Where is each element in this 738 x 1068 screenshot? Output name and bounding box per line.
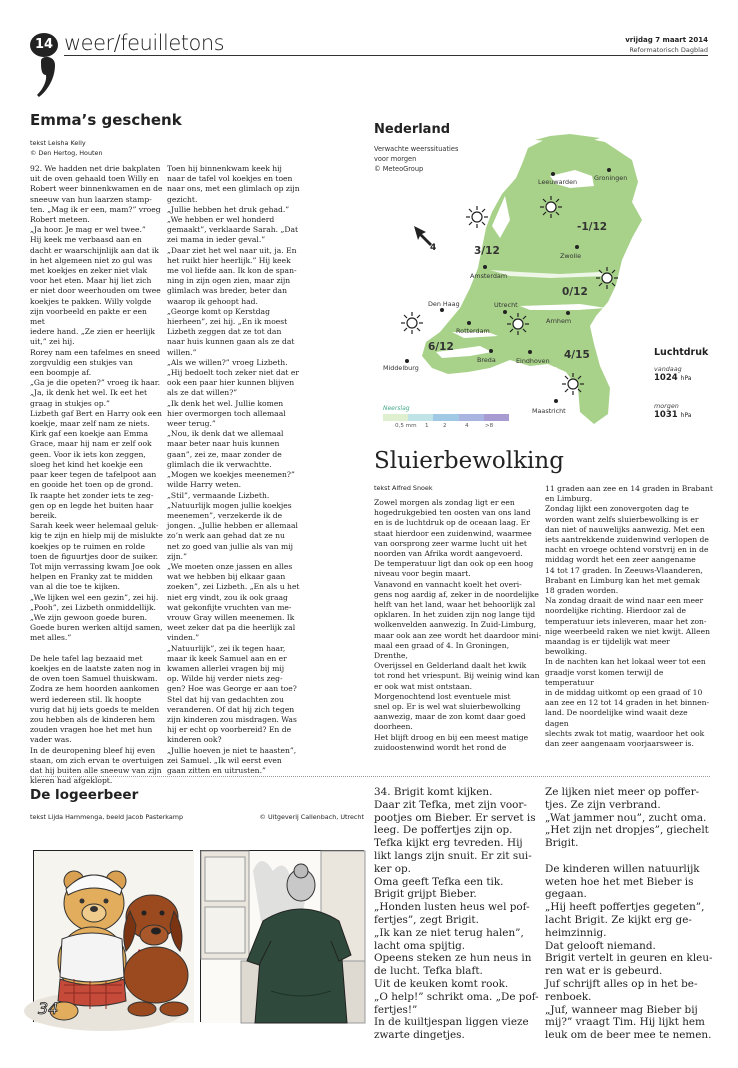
precip-tick: 0,5 mm bbox=[395, 423, 417, 429]
temp-southwest: 6/12 bbox=[428, 341, 454, 353]
sun-icon bbox=[540, 196, 562, 218]
city-arnhem: Arnhem bbox=[546, 317, 572, 325]
comic-title: De logeerbeer bbox=[30, 787, 139, 803]
city-dot-eindhoven bbox=[528, 350, 532, 354]
weather-article-column-2: 11 graden aan zee en 14 graden in Brabant en Limburg. Zondag lijkt een zonovergoten dag te worden want zelfs sluierbewolking is er dan niet of nauwelijks aanwezig. Met een iets aantrekkende zuidenwind verlopen de nacht en vroege ochtend vorstvrij en in de middag wordt het een zeer aangename 14 tot 17 graden. In Zeeuws-Vlaanderen, Brabant en Limburg kan het met gemak 18 graden worden. Na zondag draait de wind naar een meer noordelijke richting. Hierdoor zal de temperatuur iets inleveren, maar het zon- nige weerbeeld raken we niet kwijt. Alleen maandag is er tijdelijk wat meer bewolking. In de nachten kan het lokaal weer tot een graadje vorst komen terwijl de temperatuur in de middag uitkomt op een graad of 10 aan zee en 12 tot 14 graden in het binnen- land. De noordelijke wind waait deze dagen slechts zwak tot matig, waardoor het ook dan zeer aangenaam voorjaarsweer is. bbox=[545, 484, 713, 749]
feuilleton-title: Emma’s geschenk bbox=[30, 111, 182, 129]
city-leeuwarden: Leeuwarden bbox=[538, 178, 578, 186]
precip-tick: 4 bbox=[465, 423, 469, 429]
city-maastricht: Maastricht bbox=[532, 407, 566, 415]
comic-credit-right: © Uitgeverij Callenbach, Utrecht bbox=[259, 813, 364, 821]
precip-tick: 1 bbox=[425, 423, 429, 429]
precip-swatch-4 bbox=[459, 414, 484, 421]
pressure-tomorrow-unit: hPa bbox=[680, 412, 692, 419]
city-dot-denhaag bbox=[440, 308, 444, 312]
page-number: 14 bbox=[34, 37, 54, 52]
weather-article-column-1: Zowel morgen als zondag ligt er een hogedrukgebied ten oosten van ons land en is de luchtdruk op de oceaan laag. Er staat hierdoor een zuidenwind, waarmee van oorsprong zeer warme lucht uit het noorden van Afrika wordt aangevoerd. De temperatuur ligt dan ook op een hoog niveau voor begin maart. Vanavond en vannacht koelt het overi- gens nog aardig af, zeker in de noordelijke helft van het land, waar het behoorlijk zal opklaren. In het zuiden zijn nog lange tijd wolkenvelden aanwezig. In Zuid-Limburg, maar ook aan zee wordt het daardoor mini- maal een graad of 4. In Groningen, Drenthe, Overijssel en Gelderland daalt het kwik tot rond het vriespunt. Bij weinig wind kan er ook wat mist ontstaan. Morgenochtend lost eventuele mist snel op. Er is wel wat sluierbewolking aanwezig, maar de zon komt daar goed doorheen. Het blijft droog en bij een meest matige zuidoostenwind wordt het rond de bbox=[374, 498, 542, 752]
city-dot-leeuwarden bbox=[551, 172, 555, 176]
temp-south: 4/15 bbox=[564, 349, 590, 361]
comic-panel-kitchen bbox=[200, 850, 364, 1022]
bear-and-dog-illustration bbox=[34, 851, 194, 1023]
weather-region-title: Nederland bbox=[374, 122, 451, 137]
precip-scale bbox=[383, 414, 509, 421]
page-header bbox=[0, 0, 738, 60]
feuilleton-column-2: Toen hij binnenkwam keek hij naar de tafel vol koekjes en toen naar ons, met een glimlach op zijn gezicht. „Jullie hebben het druk gehad.” „We hebben er wel honderd gemaakt”, verklaarde Sarah. „Dat zei mama in ieder geval.” „Daar ziet het wel naar uit, ja. En het ruikt hier heerlijk.” Hij keek me vol liefde aan. Ik kon de span- ning in zijn ogen zien, maar zijn glimlach was breder, beter dan waarop ik gehoopt had. „George komt op Kerstdag hierheen”, zei hij. „En ik moest Lizbeth zeggen dat ze tot dan naar huis kunnen gaan als ze dat willen.” „Als we willen?” vroeg Lizbeth. „Hij bedoelt toch zeker niet dat er ook een paar hier kunnen blijven als ze dat willen?” „Ik denk het wel. Jullie komen hier overmorgen toch allemaal weer terug.” „Nou, ik denk dat we allemaal maar beter naar huis kunnen gaan”, zei ze, maar zonder de glimlach die ik verwachtte. „Mogen we koekjes meenemen?” wilde Harry weten. „Stil”, vermaande Lizbeth. „Natuurlijk mogen jullie koekjes meenemen”, verzekerde ik de jongen. „Jullie hebben er allemaal zo’n werk aan gehad dat ze nu net zo goed van jullie als van mij zijn.” „We moeten onze jassen en alles wat we hebben bij elkaar gaan zoeken”, zei Lizbeth. „En als u het niet erg vindt, zou ik ook graag wat gekonfijte vruchten van me- vrouw Gray willen meenemen. Ik weet zeker dat pa die heerlijk zal vinden.” „Natuurlijk”, zei ik tegen haar, maar ik keek Samuel aan en er kwamen allerlei vragen bij mij op. Wilde hij verder niets zeg- gen? Hoe was George er aan toe? Stel dat hij van gedachten zou veranderen. Of dat hij zich tegen zijn kinderen zou misdragen. Was hij er echt op voorbereid? En de kinderen ook? „Jullie hoeven je niet te haasten”, zei Samuel. „Ik wil eerst even gaan zitten en uitrusten.” bbox=[167, 164, 300, 775]
issue-date: vrijdag 7 maart 2014 bbox=[625, 36, 708, 44]
city-middelburg: Middelburg bbox=[383, 364, 419, 372]
precip-swatch-1 bbox=[383, 414, 408, 421]
city-groningen: Groningen bbox=[594, 174, 628, 182]
sun-icon bbox=[507, 313, 529, 335]
precip-swatch-5 bbox=[484, 414, 509, 421]
city-dot-maastricht bbox=[554, 399, 558, 403]
comic-story-column-2: Ze lijken niet meer op poffer- tjes. Ze zijn verbrand. „Wat jammer nou”, zucht oma. „Het zijn net dropjes”, giechelt Brigit. De kinderen willen natuurlijk weten hoe het met Bieber is gegaan. „Hij heeft poffertjes gegeten”, lacht Brigit. Ze kijkt erg ge- heimzinnig. Dat gelooft niemand. Brigit vertelt in geuren en kleu- ren wat er is gebeurd. Juf schrijft alles op in het be- renboek. „Juf, wanneer mag Bieber bij mij?” vraagt Tim. Hij lijkt hem leuk om de beer mee te nemen. bbox=[545, 786, 713, 1042]
sun-icon bbox=[466, 206, 488, 228]
pressure-today bbox=[654, 373, 691, 383]
pressure-today-label: vandaag bbox=[654, 365, 682, 373]
temp-north: -1/12 bbox=[577, 221, 608, 233]
city-breda: Breda bbox=[477, 356, 496, 364]
sun-icon bbox=[562, 373, 584, 395]
temp-west: 3/12 bbox=[474, 245, 500, 257]
city-rotterdam: Rotterdam bbox=[456, 327, 490, 335]
pressure-tomorrow bbox=[654, 410, 691, 420]
comic-panel-number: 34 bbox=[38, 999, 59, 1018]
wind-speed: 4 bbox=[430, 243, 437, 253]
city-amsterdam: Amsterdam bbox=[470, 272, 508, 280]
comic-credit-left: tekst Lijda Hammenga, beeld Jacob Pasterkamp bbox=[30, 813, 184, 821]
paper-name: Reformatorisch Dagblad bbox=[629, 46, 708, 54]
city-dot-rotterdam bbox=[467, 321, 471, 325]
precip-swatch-3 bbox=[433, 414, 458, 421]
comma-ornament bbox=[37, 55, 59, 99]
sun-icon bbox=[401, 312, 423, 334]
precip-swatch-2 bbox=[408, 414, 433, 421]
city-dot-breda bbox=[489, 349, 493, 353]
city-dot-middelburg bbox=[405, 359, 409, 363]
precip-label: Neerslag bbox=[383, 405, 410, 412]
pressure-tomorrow-value: 1031 bbox=[654, 410, 678, 420]
city-utrecht: Utrecht bbox=[494, 301, 518, 309]
city-dot-arnhem bbox=[566, 311, 570, 315]
weather-subtitle-2: voor morgen bbox=[374, 155, 417, 163]
precip-tick: 2 bbox=[443, 423, 447, 429]
weather-article-author: tekst Alfred Snoek bbox=[374, 484, 433, 492]
weather-copyright: © MeteoGroup bbox=[374, 165, 424, 173]
temp-east: 0/12 bbox=[562, 286, 588, 298]
weather-subtitle-1: Verwachte weerssituaties bbox=[374, 145, 459, 153]
kitchen-illustration bbox=[201, 851, 365, 1023]
city-denhaag: Den Haag bbox=[428, 300, 460, 308]
feuilleton-column-1: 92. We hadden net drie bakplaten uit de oven gehaald toen Willy en Robert weer binnenkwamen en de sneeuw van hun laarzen stamp- ten. „Mag ik er een, mam?” vroeg Robert meteen. „Ja hoor. Je mag er wel twee.” Hij keek me verbaasd aan en dacht er waarschijnlijk aan dat ik in het algemeen niet zo gul was met koekjes en zeker niet vlak voor het eten. Maar hij liet zich er niet door weerhouden om twee koekjes te pakken. Willy volgde zijn voorbeeld en pakte er een met iedere hand. „Ze zien er heerlijk uit,” zei hij. Rorey nam een tafelmes en sneed zorgvuldig een stukjes van een boompje af. „Ga je die opeten?” vroeg ik haar. „Ja, ik denk het wel. Ik eet het graag in stukjes op.” Lizbeth gaf Bert en Harry ook een koekje, maar zelf nam ze niets. Kirk gaf een koekje aan Emma Grace, maar hij nam er zelf ook geen. Voor ik iets kon zeggen, sloeg het kind het koekje een paar keer tegen de tafelpoot aan en gooide het toen op de grond. Ik raapte het zonder iets te zeg- gen op en legde het buiten haar bereik. Sarah keek weer helemaal geluk- kig te zijn en hielp mij de mislukte koekjes op te ruimen en rolde toen de figuurtjes door de suiker. Tot mijn verrassing kwam Joe ook helpen en Franky zat te midden van al die toe te kijken. „We lijken wel een gezin”, zei hij. „Pooh”, zei Lizbeth onmiddellijk. „We zijn gewoon goede buren. Goede buren werken altijd samen, met alles.” De hele tafel lag bezaaid met koekjes en de laatste zaten nog in de oven toen Samuel thuiskwam. Zodra ze hem hoorden aankomen werd iedereen stil. Ik hoopte vurig dat hij iets goeds te melden zou hebben als de kinderen hem zouden vragen hoe het met hun vader was. In de deuropening bleef hij even staan, om zich ervan te overtuigen dat hij buiten alle sneeuw van zijn kleren had afgeklopt. bbox=[30, 164, 164, 786]
city-zwolle: Zwolle bbox=[560, 252, 581, 260]
city-dot-groningen bbox=[607, 168, 611, 172]
comic-panel-bear-dog bbox=[33, 850, 193, 1022]
city-eindhoven: Eindhoven bbox=[516, 357, 550, 365]
section-divider bbox=[30, 776, 710, 777]
sun-icon bbox=[596, 267, 618, 289]
weather-article-title: Sluierbewolking bbox=[374, 448, 564, 474]
comic-story-column-1: 34. Brigit komt kijken. Daar zit Tefka, met zijn voor- pootjes om Bieber. Er servet is leeg. De poffertjes zijn op. Tefka kijkt erg tevreden. Hij likt langs zijn snuit. Er zit sui- ker op. Oma geeft Tefka een tik. Brigit grijpt Bieber. „Honden lusten heus wel pof- fertjes”, zegt Brigit. „Ik kan ze niet terug halen”, lacht oma spijtig. Opeens steken ze hun neus in de lucht. Tefka blaft. Uit de keuken komt rook. „O help!” schrikt oma. „De pof- fertjes!” In de kuiltjespan liggen vieze zwarte dingetjes. bbox=[374, 786, 539, 1042]
pressure-title: Luchtdruk bbox=[654, 347, 709, 358]
pressure-tomorrow-label: morgen bbox=[654, 402, 679, 410]
feuilleton-publisher: © Den Hertog, Houten bbox=[30, 149, 103, 157]
pressure-today-value: 1024 bbox=[654, 373, 678, 383]
section-title: weer/feuilletons bbox=[64, 31, 225, 55]
city-dot-amsterdam bbox=[483, 265, 487, 269]
pressure-today-unit: hPa bbox=[680, 375, 692, 382]
feuilleton-author: tekst Leisha Kelly bbox=[30, 139, 86, 147]
page-number-badge bbox=[30, 33, 58, 57]
precip-tick: >8 bbox=[485, 423, 494, 429]
header-rule bbox=[64, 55, 708, 56]
city-dot-zwolle bbox=[575, 245, 579, 249]
